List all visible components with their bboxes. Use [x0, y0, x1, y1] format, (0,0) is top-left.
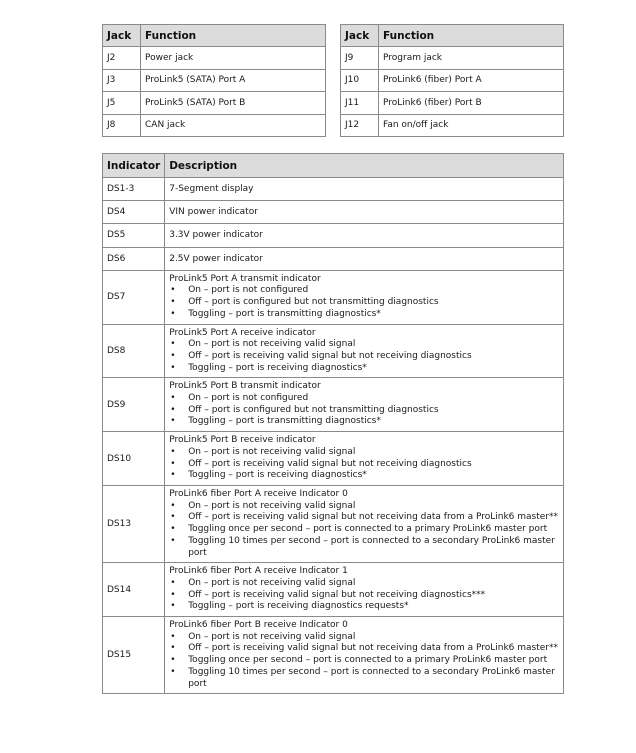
- indicator-id: DS1-3: [103, 178, 165, 201]
- description-title: VIN power indicator: [169, 207, 258, 218]
- column-header-function: Function: [141, 25, 326, 47]
- indicator-description: [165, 563, 564, 617]
- list-item: • On – port is not receiving valid signal: [169, 632, 559, 644]
- jack-id: J11: [341, 92, 379, 115]
- jack-table-left-body: [103, 25, 326, 137]
- list-item: • On – port is not receiving valid signal: [169, 501, 559, 513]
- description-bullets: [169, 285, 559, 320]
- description-title: ProLink5 Port A receive indicator: [169, 327, 316, 338]
- indicator-description: [165, 178, 564, 201]
- table-row: [103, 247, 564, 270]
- list-item: • Toggling once per second – port is connected to a primary ProLink6 master port: [169, 524, 559, 536]
- table-row: [103, 486, 564, 563]
- indicator-table: [102, 153, 564, 694]
- indicator-description: [165, 247, 564, 270]
- table-header-row: [341, 25, 564, 47]
- jack-id: J5: [103, 92, 141, 115]
- description-bullets: [169, 393, 559, 428]
- table-row: [103, 617, 564, 694]
- jack-table-left: [102, 24, 326, 137]
- indicator-description: [165, 617, 564, 694]
- description-bullets: [169, 632, 559, 691]
- jack-function: ProLink6 (fiber) Port A: [379, 69, 564, 92]
- list-item: • Off – port is receiving valid signal but not receiving diagnostics: [169, 459, 559, 471]
- table-row: [103, 378, 564, 432]
- list-item: • On – port is not configured: [169, 285, 559, 297]
- indicator-description: [165, 201, 564, 224]
- indicator-description: [165, 270, 564, 324]
- list-item: • Toggling 10 times per second – port is connected to a secondary ProLink6 master port: [169, 667, 559, 690]
- jack-id: J9: [341, 47, 379, 70]
- column-header-function: Function: [379, 25, 564, 47]
- column-header-jack: Jack: [341, 25, 379, 47]
- table-row: [103, 69, 326, 92]
- table-row: [103, 270, 564, 324]
- description-title: ProLink5 Port B transmit indicator: [169, 381, 321, 392]
- indicator-id: DS9: [103, 378, 165, 432]
- jack-function: ProLink6 (fiber) Port B: [379, 92, 564, 115]
- list-item: • On – port is not receiving valid signal: [169, 447, 559, 459]
- jack-id: J12: [341, 114, 379, 137]
- indicator-id: DS14: [103, 563, 165, 617]
- jack-function: Power jack: [141, 47, 326, 70]
- table-row: [341, 69, 564, 92]
- indicator-table-body: [103, 154, 564, 694]
- jack-table-right: [340, 24, 564, 137]
- list-item: • Toggling – port is receiving diagnostics*: [169, 470, 559, 482]
- list-item: • Toggling 10 times per second – port is connected to a secondary ProLink6 master port: [169, 536, 559, 559]
- column-header-jack: Jack: [103, 25, 141, 47]
- list-item: • Toggling – port is receiving diagnostics requests*: [169, 601, 559, 613]
- list-item: • On – port is not configured: [169, 393, 559, 405]
- list-item: • Off – port is receiving valid signal but not receiving data from a ProLink6 master**: [169, 643, 559, 655]
- description-title: 7-Segment display: [169, 184, 254, 195]
- description-title: ProLink6 fiber Port B receive Indicator 0: [169, 620, 348, 631]
- table-row: [341, 114, 564, 137]
- table-row: [103, 563, 564, 617]
- description-title: 3.3V power indicator: [169, 230, 263, 241]
- description-title: ProLink6 fiber Port A receive Indicator 0: [169, 489, 348, 499]
- description-bullets: [169, 578, 559, 613]
- jack-function: CAN jack: [141, 114, 326, 137]
- list-item: • Off – port is receiving valid signal but not receiving diagnostics: [169, 351, 559, 363]
- table-row: [103, 324, 564, 378]
- description-title: 2.5V power indicator: [169, 253, 263, 264]
- table-row: [103, 47, 326, 70]
- list-item: • Off – port is configured but not transmitting diagnostics: [169, 405, 559, 417]
- table-row: [103, 92, 326, 115]
- jack-function: Fan on/off jack: [379, 114, 564, 137]
- indicator-id: DS10: [103, 432, 165, 486]
- table-row: [103, 224, 564, 247]
- jack-id: J3: [103, 69, 141, 92]
- jack-id: J10: [341, 69, 379, 92]
- jack-function: ProLink5 (SATA) Port A: [141, 69, 326, 92]
- list-item: • Toggling – port is receiving diagnostics*: [169, 363, 559, 375]
- list-item: • Toggling – port is transmitting diagnostics*: [169, 416, 559, 428]
- indicator-id: DS5: [103, 224, 165, 247]
- table-row: [103, 201, 564, 224]
- indicator-id: DS13: [103, 486, 165, 563]
- indicator-description: [165, 224, 564, 247]
- description-bullets: [169, 501, 559, 560]
- column-header-description: Description: [165, 154, 564, 178]
- table-row: [103, 114, 326, 137]
- jack-id: J8: [103, 114, 141, 137]
- indicator-id: DS8: [103, 324, 165, 378]
- list-item: • Off – port is receiving valid signal but not receiving diagnostics***: [169, 590, 559, 602]
- table-header-row: [103, 25, 326, 47]
- jack-table-right-body: [341, 25, 564, 137]
- indicator-description: [165, 378, 564, 432]
- description-title: ProLink6 fiber Port A receive Indicator 1: [169, 566, 348, 577]
- list-item: • Toggling – port is transmitting diagnostics*: [169, 309, 559, 321]
- table-row: [341, 47, 564, 70]
- list-item: • On – port is not receiving valid signal: [169, 339, 559, 351]
- indicator-description: [165, 432, 564, 486]
- indicator-id: DS15: [103, 617, 165, 694]
- list-item: • Off – port is receiving valid signal but not receiving data from a ProLink6 master**: [169, 512, 559, 524]
- jack-function: Program jack: [379, 47, 564, 70]
- indicator-description: [165, 486, 564, 563]
- indicator-id: DS4: [103, 201, 165, 224]
- description-bullets: [169, 447, 559, 482]
- column-header-indicator: Indicator: [103, 154, 165, 178]
- description-title: ProLink5 Port A transmit indicator: [169, 273, 321, 284]
- list-item: • On – port is not receiving valid signal: [169, 578, 559, 590]
- list-item: • Off – port is configured but not transmitting diagnostics: [169, 297, 559, 309]
- indicator-id: DS7: [103, 270, 165, 324]
- indicator-id: DS6: [103, 247, 165, 270]
- table-header-row: [103, 154, 564, 178]
- table-row: [103, 178, 564, 201]
- table-row: [341, 92, 564, 115]
- jack-id: J2: [103, 47, 141, 70]
- description-bullets: [169, 339, 559, 374]
- description-title: ProLink5 Port B receive indicator: [169, 435, 316, 446]
- table-row: [103, 432, 564, 486]
- jack-function: ProLink5 (SATA) Port B: [141, 92, 326, 115]
- list-item: • Toggling once per second – port is connected to a primary ProLink6 master port: [169, 655, 559, 667]
- indicator-description: [165, 324, 564, 378]
